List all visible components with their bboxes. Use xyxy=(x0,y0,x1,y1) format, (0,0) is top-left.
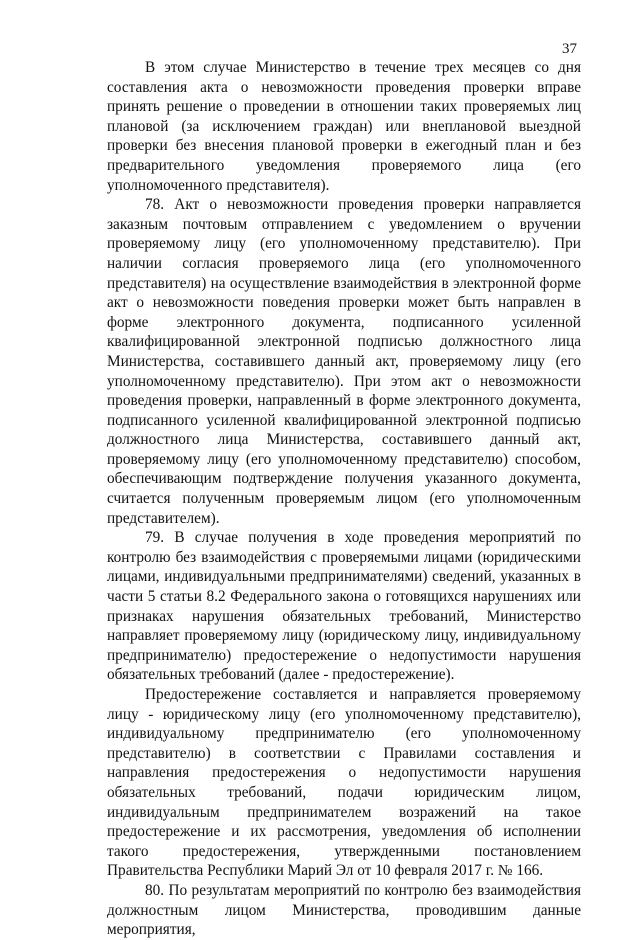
paragraph: 79. В случае получения в ходе проведения мероприятий по контролю без взаимодействия с проверяемыми лицами (юридическими лицами, индивидуальными предпринимателями) сведений, указанных в части 5 статьи 8.2 Федерального закона о готовящихся нарушениях или признаках нарушения обязательных требований, Министерство направляет проверяемому лицу (юридическому лицу, индивидуальному предпринимателю) предостережение о недопустимости нарушения обязательных требований (далее - предостережение). xyxy=(107,529,581,684)
paragraph: 80. По результатам мероприятий по контролю без взаимодействия должностным лицом Министерства, проводившим данные мероприятия, xyxy=(107,881,581,939)
page-number: 37 xyxy=(562,41,577,57)
body-text xyxy=(107,58,581,940)
paragraph: В этом случае Министерство в течение трех месяцев со дня составления акта о невозможности проведения проверки вправе принять решение о проведении в отношении таких проверяемых лиц плановой (за исключением граждан) или внеплановой выездной проверки без внесения плановой проверки в ежегодный план и без предварительного уведомления проверяемого лица (его уполномоченного представителя). xyxy=(107,59,581,194)
paragraph: 78. Акт о невозможности проведения проверки направляется заказным почтовым отправлением с уведомлением о вручении проверяемому лицу (его уполномоченному представителю). При наличии согласия проверяемого лица (его уполномоченного представителя) на осуществление взаимодействия в электронной форме акт о невозможности поведения проверки может быть направлен в форме электронного документа, подписанного усиленной квалифицированной электронной подписью должностного лица Министерства, составившего данный акт, проверяемому лицу (его уполномоченному представителю). При этом акт о невозможности проведения проверки, направленный в форме электронного документа, подписанного усиленной квалифицированной электронной подписью должностного лица Министерства, составившего данный акт, проверяемому лицу (его уполномоченному представителю) способом, обеспечивающим подтверждение получения указанного документа, считается полученным проверяемым лицом (его уполномоченным представителем). xyxy=(107,196,581,527)
paragraph: Предостережение составляется и направляется проверяемому лицу - юридическому лицу (его уполномоченному представителю), индивидуальному предпринимателю (его уполномоченному представителю) в соответствии с Правилами составления и направления предостережения о недопустимости нарушения обязательных требований, подачи юридическим лицом, индивидуальным предпринимателем возражений на такое предостережение и их рассмотрения, уведомления об исполнении такого предостережения, утвержденными постановлением Правительства Республики Марий Эл от 10 февраля 2017 г. № 166. xyxy=(107,686,581,880)
